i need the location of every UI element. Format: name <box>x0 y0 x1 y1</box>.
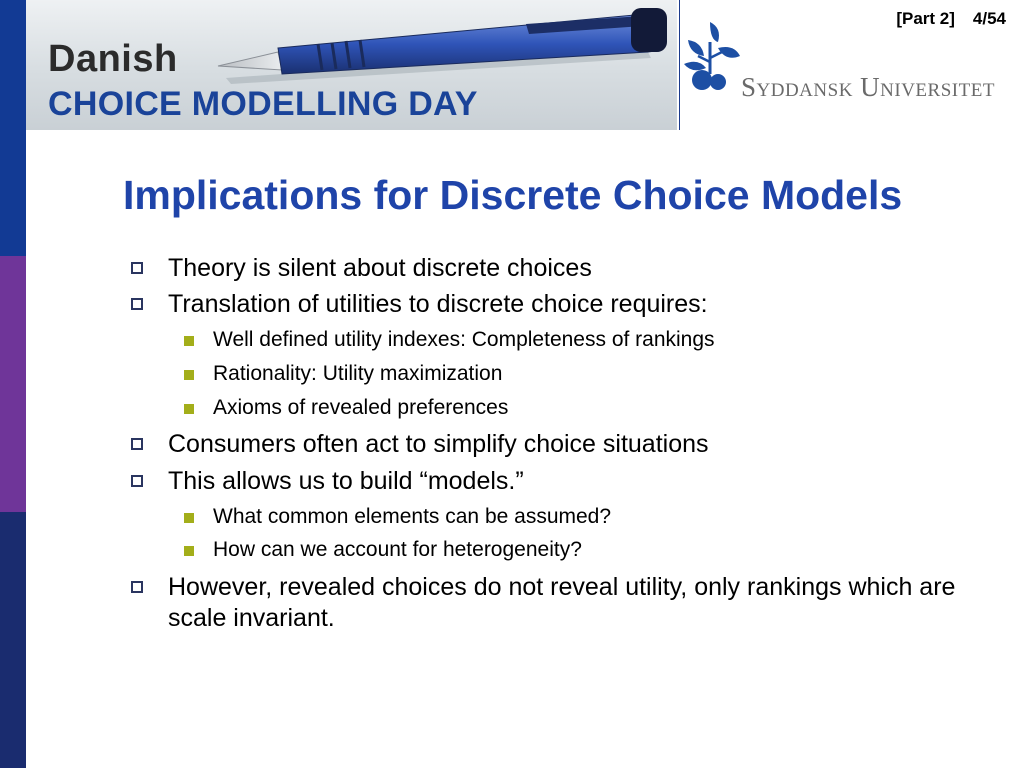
filled-square-bullet-icon <box>184 546 194 556</box>
banner-title-line1: Danish <box>48 38 178 80</box>
hollow-square-bullet-icon <box>131 438 143 450</box>
bullet-item: However, revealed choices do not reveal utility, only rankings which are scale invariant. <box>168 573 956 632</box>
sub-bullet-item: Well defined utility indexes: Completeness of rankings <box>213 328 715 351</box>
filled-square-bullet-icon <box>184 336 194 346</box>
bullet-item: Theory is silent about discrete choices <box>168 254 592 282</box>
bullet-item: Consumers often act to simplify choice situations <box>168 430 709 458</box>
sub-bullet-item: How can we account for heterogeneity? <box>213 538 582 561</box>
bullet-item: Translation of utilities to discrete choice requires: <box>168 290 708 318</box>
filled-square-bullet-icon <box>184 404 194 414</box>
banner-title-line2: CHOICE MODELLING DAY <box>48 85 478 123</box>
hollow-square-bullet-icon <box>131 475 143 487</box>
hollow-square-bullet-icon <box>131 262 143 274</box>
bullet-item: This allows us to build “models.” <box>168 467 524 495</box>
filled-square-bullet-icon <box>184 513 194 523</box>
hollow-square-bullet-icon <box>131 298 143 310</box>
sub-bullet-item: Axioms of revealed preferences <box>213 396 509 419</box>
sub-bullet-item: What common elements can be assumed? <box>213 505 612 528</box>
university-name: Syddansk Universitet <box>741 72 995 102</box>
sub-bullet-item: Rationality: Utility maximization <box>213 362 503 385</box>
part-label: [Part 2] <box>896 9 955 28</box>
filled-square-bullet-icon <box>184 370 194 380</box>
hollow-square-bullet-icon <box>131 581 143 593</box>
slide-title: Implications for Discrete Choice Models <box>123 172 903 218</box>
slide-counter: 4/54 <box>972 9 1006 28</box>
